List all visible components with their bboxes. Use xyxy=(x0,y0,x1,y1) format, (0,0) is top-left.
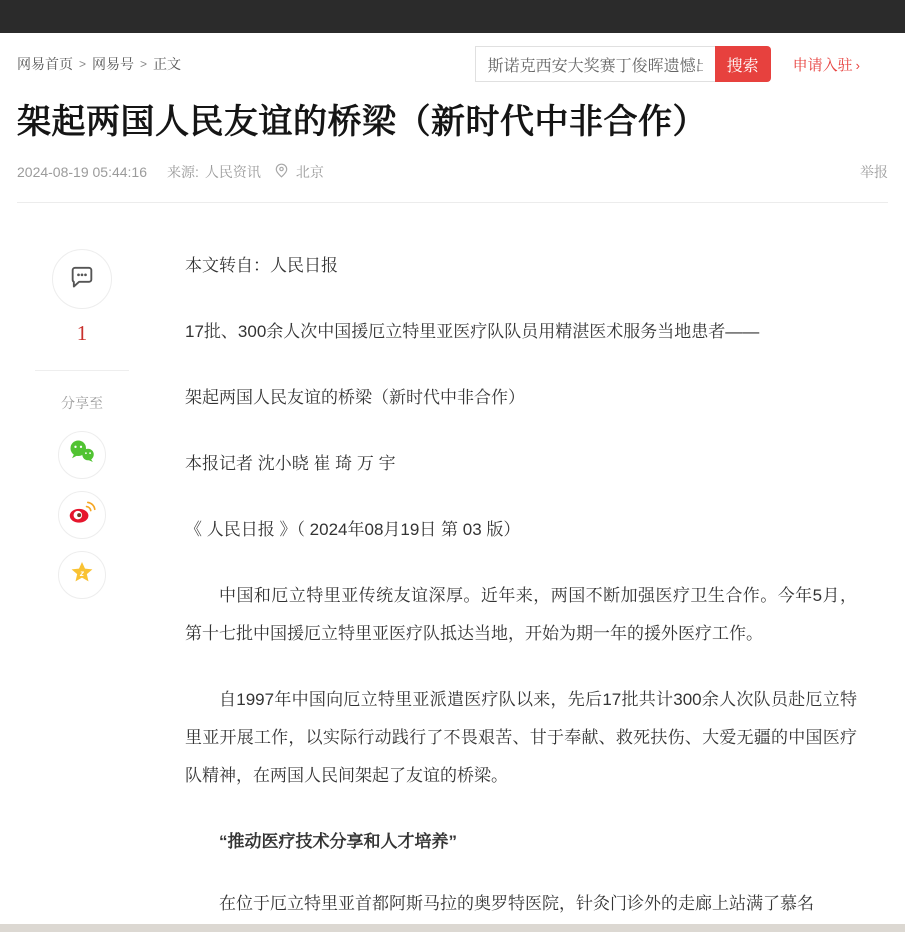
apply-to-join-label: 申请入驻 xyxy=(792,56,853,74)
section-subhead: “推动医疗技术分享和人才培养” xyxy=(219,831,457,851)
paragraph: 在位于厄立特里亚首都阿斯马拉的奥罗特医院，针灸门诊外的走廊上站满了慕名 xyxy=(219,893,814,913)
breadcrumb-home-link[interactable]: 网易首页 xyxy=(17,56,73,72)
svg-text:z: z xyxy=(79,568,85,579)
paragraph: 本文转自：人民日报 xyxy=(185,255,338,275)
apply-to-join-link[interactable] xyxy=(793,54,860,75)
publish-datetime: 2024-08-19 05:44:16 xyxy=(17,163,147,180)
article-meta-row xyxy=(0,146,905,182)
paragraph: 中国和厄立特里亚传统友谊深厚。近年来，两国不断加强医疗卫生合作。今年5月，第十七批中国援厄立特里亚医疗队抵达当地，开始为期一年的援外医疗工作。 xyxy=(185,585,857,643)
search-input[interactable] xyxy=(475,46,715,82)
chevron-right-icon: › xyxy=(855,57,860,73)
location-name: 北京 xyxy=(295,163,324,180)
paragraph: 本报记者 沈小晓 崔 琦 万 宇 xyxy=(185,453,396,473)
comments-button[interactable] xyxy=(52,249,112,309)
comment-bubble-icon xyxy=(68,262,96,295)
breadcrumb-separator: > xyxy=(140,57,148,71)
wechat-icon xyxy=(67,437,97,472)
article-body xyxy=(185,247,857,951)
paragraph: 17批、300余人次中国援厄立特里亚医疗队队员用精湛医术服务当地患者—— xyxy=(185,321,760,341)
page-header xyxy=(0,33,905,94)
article-meta xyxy=(17,162,324,182)
paragraph: 《 人民日报 》（ 2024年08月19日 第 03 版） xyxy=(185,519,521,539)
breadcrumb xyxy=(17,54,181,74)
location-pin-icon xyxy=(275,163,288,181)
breadcrumb-current: 正文 xyxy=(153,56,182,72)
share-to-label: 分享至 xyxy=(61,394,103,411)
report-link[interactable]: 举报 xyxy=(860,163,888,180)
share-qzone-button[interactable] xyxy=(58,551,106,599)
share-wechat-button[interactable] xyxy=(58,431,106,479)
horizontal-scrollbar[interactable] xyxy=(0,924,905,932)
qzone-star-icon xyxy=(67,557,97,592)
source-name: 人民资讯 xyxy=(204,163,261,180)
breadcrumb-wangyihao-link[interactable]: 网易号 xyxy=(92,56,135,72)
header-right xyxy=(475,46,888,82)
share-rail xyxy=(17,247,147,951)
breadcrumb-separator: > xyxy=(79,57,87,71)
paragraph: 自1997年中国向厄立特里亚派遣医疗队以来，先后17批共计300余人次队员赴厄立特里亚开展工作，以实际行动践行了不畏艰苦、甘于奉献、救死扶伤、大爱无疆的中国医疗队精神，在两国人民间架起了友谊的桥梁。 xyxy=(185,689,857,785)
search-box xyxy=(475,46,771,82)
paragraph: 架起两国人民友谊的桥梁（新时代中非合作） xyxy=(185,387,525,407)
comment-count[interactable]: 1 xyxy=(76,320,88,345)
weibo-icon xyxy=(67,497,97,532)
article-body-wrap xyxy=(0,203,905,951)
top-nav-bar xyxy=(0,0,905,33)
share-weibo-button[interactable] xyxy=(58,491,106,539)
source-label: 来源: xyxy=(167,163,199,180)
divider xyxy=(35,370,129,371)
search-button[interactable]: 搜索 xyxy=(715,46,771,82)
article-title: 架起两国人民友谊的桥梁（新时代中非合作） xyxy=(17,103,707,141)
